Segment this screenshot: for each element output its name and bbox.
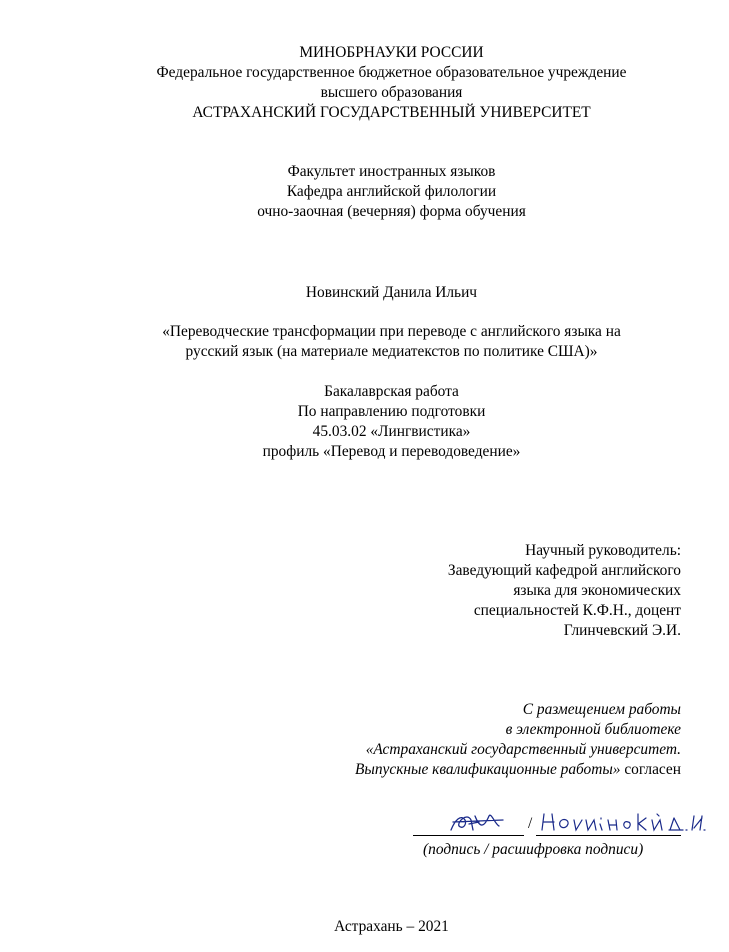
direction-label: По направлению подготовки <box>297 403 486 420</box>
footer-block <box>0 917 729 937</box>
signature-caption: (подпись / расшифровка подписи) <box>423 841 644 858</box>
faculty-name: Факультет иностранных языков <box>287 163 496 180</box>
education-level: высшего образования <box>320 84 463 101</box>
header-block <box>0 43 729 123</box>
city-year: Астрахань – 2021 <box>334 918 449 935</box>
author-name: Новинский Данила Ильич <box>305 284 478 301</box>
consent-line-3: «Астраханский государственный университет. <box>365 741 681 758</box>
institution-name: Федеральное государственное бюджетное образовательное учреждение <box>156 64 627 81</box>
thesis-title-line-1: «Переводческие трансформации при переводе с английского языка на <box>162 323 621 340</box>
department-block <box>0 162 729 222</box>
thesis-title-line-2: русский язык (на материале медиатекстов по политике США)» <box>185 343 598 360</box>
supervisor-label: Научный руководитель: <box>525 542 681 559</box>
author-block <box>0 283 729 303</box>
consent-line-4-italic: Выпускные квалификационные работы» <box>355 761 621 778</box>
consent-block <box>355 700 681 780</box>
consent-line-2: в электронной библиотеке <box>505 721 681 738</box>
study-form: очно-заочная (вечерняя) форма обучения <box>257 203 526 220</box>
supervisor-block <box>448 541 681 641</box>
supervisor-name: Глинчевский Э.И. <box>563 622 681 639</box>
consent-line-1: С размещением работы <box>522 701 681 718</box>
handwritten-signature <box>445 806 505 838</box>
thesis-title <box>0 322 729 362</box>
signature-separator: / <box>528 815 533 832</box>
supervisor-position-line-2: языка для экономических <box>513 582 681 599</box>
direction-code: 45.03.02 «Лингвистика» <box>312 423 471 440</box>
consent-line-4 <box>355 760 681 780</box>
handwritten-name <box>538 808 710 836</box>
chair-name: Кафедра английской филологии <box>286 183 497 200</box>
university-name: АСТРАХАНСКИЙ ГОСУДАРСТВЕННЫЙ УНИВЕРСИТЕТ <box>192 104 591 121</box>
work-type: Бакалаврская работа <box>324 383 459 400</box>
work-info-block <box>0 382 729 462</box>
ministry-name: МИНОБРНАУКИ РОССИИ <box>299 44 484 61</box>
supervisor-position-line-3: специальностей К.Ф.Н., доцент <box>473 602 681 619</box>
consent-line-4-plain: согласен <box>620 761 681 778</box>
supervisor-position-line-1: Заведующий кафедрой английского <box>447 562 681 579</box>
study-profile: профиль «Перевод и переводоведение» <box>262 443 521 460</box>
